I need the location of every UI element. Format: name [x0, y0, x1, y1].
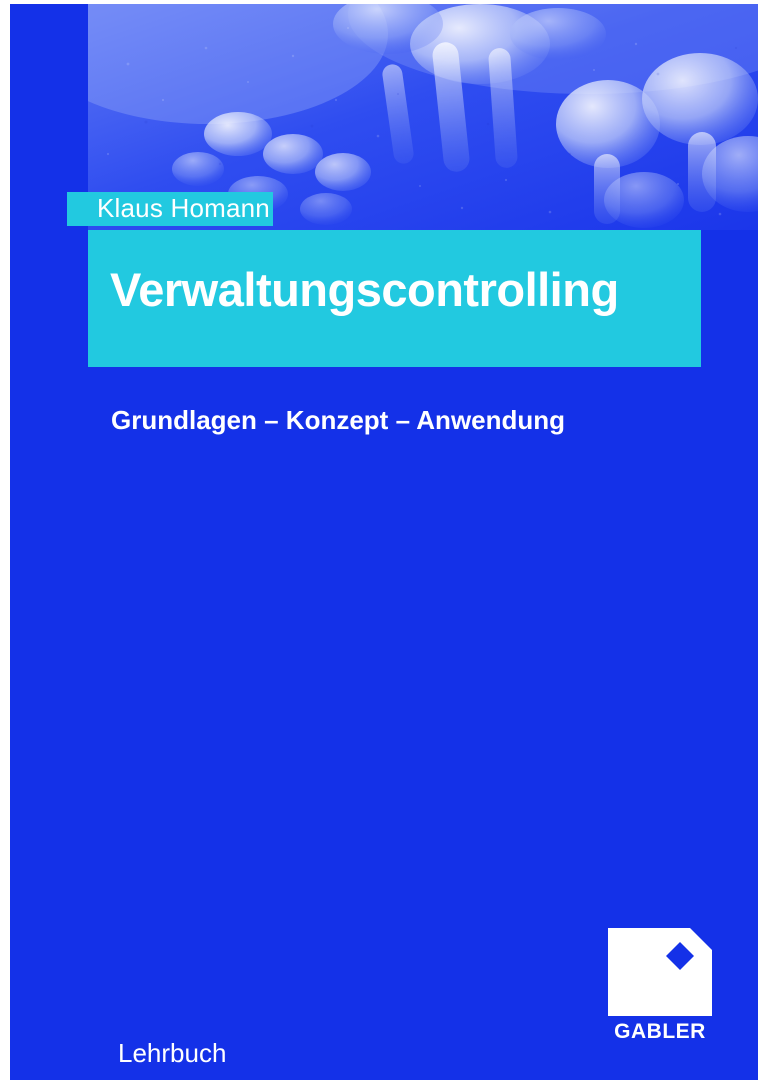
page-edge-bottom — [0, 1080, 766, 1084]
book-title: Verwaltungscontrolling — [110, 263, 619, 316]
publisher-name: GABLER — [614, 1020, 706, 1043]
book-subtitle: Grundlagen – Konzept – Anwendung — [111, 405, 566, 435]
gabler-mark-icon — [608, 928, 712, 1016]
author-name: Klaus Homann — [97, 193, 270, 223]
series-label: Lehrbuch — [118, 1038, 227, 1068]
page-edge-right — [758, 0, 766, 1084]
page-edge-left — [0, 0, 10, 1084]
publisher-logo — [608, 928, 718, 1058]
page-edge-top — [0, 0, 766, 4]
